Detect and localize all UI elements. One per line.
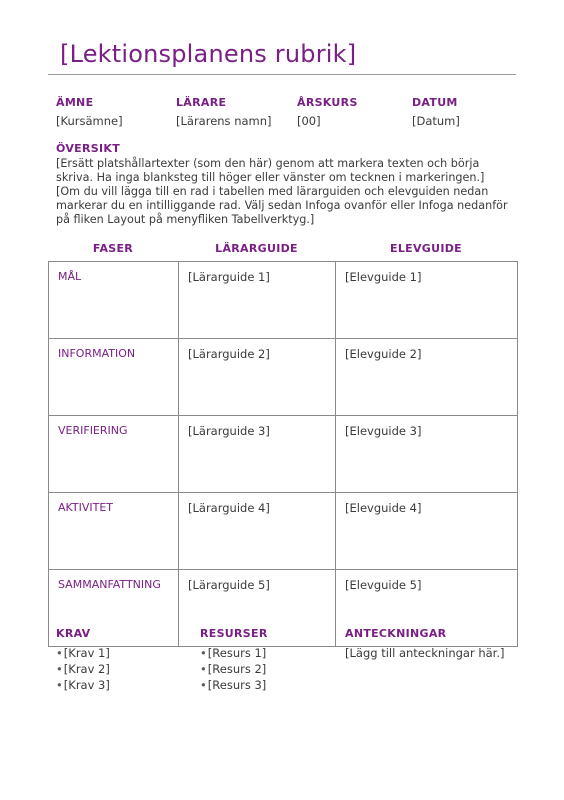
phase-cell[interactable]: MÅL [49,262,179,339]
overview-heading: ÖVERSIKT [56,142,120,155]
bullet-icon: • [56,662,63,676]
teacher-guide-cell[interactable]: [Lärarguide 2] [179,339,336,416]
phase-cell[interactable]: INFORMATION [49,339,179,416]
table-row [49,570,518,647]
teacher-field[interactable]: [Lärarens namn] [176,114,272,128]
teacher-guide-cell[interactable]: [Lärarguide 3] [179,416,336,493]
phase-cell[interactable]: VERIFIERING [49,416,179,493]
requirements-list [56,645,110,693]
table-row [49,493,518,570]
list-item[interactable] [200,677,266,693]
phase-cell[interactable]: AKTIVITET [49,493,179,570]
student-guide-cell[interactable]: [Elevguide 3] [336,416,518,493]
subject-field[interactable]: [Kursämne] [56,114,123,128]
requirement-text: [Krav 1] [63,646,110,660]
list-item[interactable] [56,661,110,677]
student-guide-cell[interactable]: [Elevguide 2] [336,339,518,416]
notes-field[interactable]: [Lägg till anteckningar här.] [345,646,505,660]
resources-list [200,645,266,693]
lesson-plan-table [48,261,518,647]
bullet-icon: • [200,662,207,676]
date-label: DATUM [412,96,458,109]
phase-cell[interactable]: SAMMANFATTNING [49,570,179,647]
bullet-icon: • [56,646,63,660]
teacher-guide-cell[interactable]: [Lärarguide 4] [179,493,336,570]
notes-heading: ANTECKNINGAR [345,627,447,640]
list-item[interactable] [200,645,266,661]
subject-label: ÄMNE [56,96,94,109]
list-item[interactable] [56,645,110,661]
table-row [49,416,518,493]
bullet-icon: • [200,646,207,660]
date-field[interactable]: [Datum] [412,114,460,128]
resource-text: [Resurs 1] [207,646,267,660]
student-guide-cell[interactable]: [Elevguide 5] [336,570,518,647]
resource-text: [Resurs 3] [207,678,267,692]
overview-paragraph-1[interactable]: [Ersätt platshållartexter (som den här) genom att markera texten och börja skriva. Ha inga blanksteg till höger eller vänster om tecknen i markeringen.] [56,157,485,184]
column-header-teacher-guide: LÄRARGUIDE [215,242,298,255]
grade-label: ÅRSKURS [297,96,358,109]
requirement-text: [Krav 3] [63,678,110,692]
column-header-student-guide: ELEVGUIDE [390,242,462,255]
student-guide-cell[interactable]: [Elevguide 1] [336,262,518,339]
grade-field[interactable]: [00] [297,114,321,128]
resources-heading: RESURSER [200,627,268,640]
table-row [49,339,518,416]
requirements-heading: KRAV [56,627,91,640]
bullet-icon: • [200,678,207,692]
column-header-phases: FASER [92,242,134,255]
bullet-icon: • [56,678,63,692]
list-item[interactable] [200,661,266,677]
requirement-text: [Krav 2] [63,662,110,676]
table-row [49,262,518,339]
overview-paragraph-2[interactable]: [Om du vill lägga till en rad i tabellen med lärarguiden och elevguiden nedan markerar du en intilliggande rad. Välj sedan Infoga ovanför eller Infoga nedanför på fliken Layout på menyfliken Tabellverktyg.] [56,185,508,226]
title-divider [48,74,516,75]
resource-text: [Resurs 2] [207,662,267,676]
teacher-label: LÄRARE [176,96,227,109]
page-title[interactable]: [Lektionsplanens rubrik] [60,40,357,68]
student-guide-cell[interactable]: [Elevguide 4] [336,493,518,570]
teacher-guide-cell[interactable]: [Lärarguide 1] [179,262,336,339]
teacher-guide-cell[interactable]: [Lärarguide 5] [179,570,336,647]
list-item[interactable] [56,677,110,693]
